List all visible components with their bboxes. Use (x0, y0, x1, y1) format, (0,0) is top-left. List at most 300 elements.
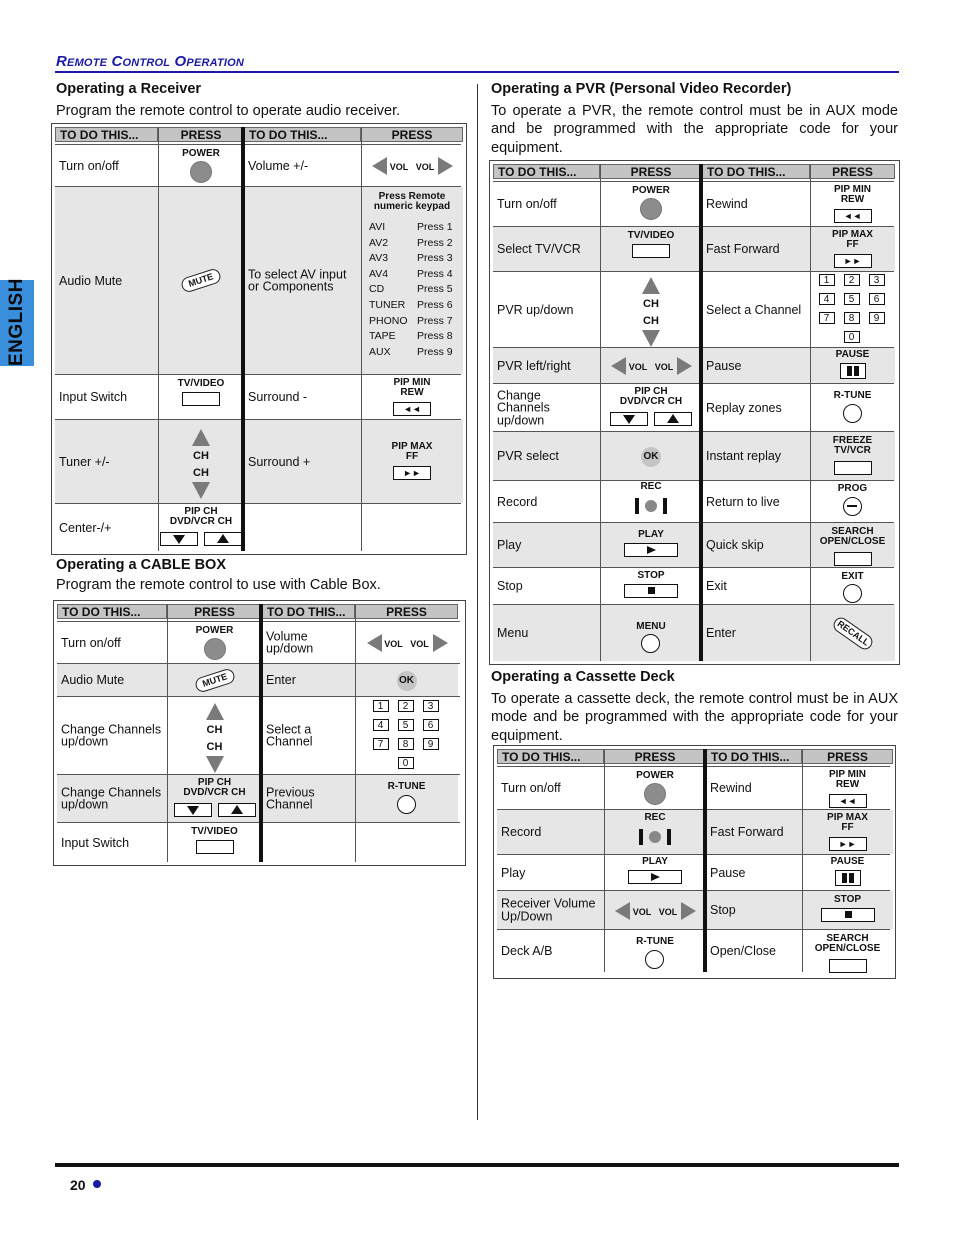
digit-9-button[interactable]: 9 (423, 738, 439, 750)
press-cell (810, 432, 895, 480)
action-label: Turn on/off (497, 196, 557, 211)
action-cell (244, 375, 361, 419)
record-bar-left (639, 829, 643, 845)
mute-button[interactable]: MUTE (180, 267, 223, 294)
rec-label: REC (640, 481, 662, 492)
table-row (497, 890, 890, 929)
power-label: POWER (195, 625, 234, 636)
action-label: Input Switch (61, 835, 130, 850)
press-cell (802, 855, 893, 890)
press-cell (158, 187, 244, 374)
action-cell (55, 145, 158, 186)
dvd-vcr-ch-label: DVD/VCR CH (619, 396, 683, 407)
volume-down-icon[interactable] (372, 157, 387, 175)
press-cell (600, 348, 702, 383)
stop-label: STOP (637, 569, 665, 581)
press-cell (810, 227, 895, 271)
press-cell (810, 272, 895, 347)
search-label: SEARCH (831, 526, 874, 537)
rewind-button[interactable]: ◄◄ (829, 794, 867, 808)
pip-min-label: PIP MIN (828, 769, 867, 780)
tv-video-label: TV/VIDEO (191, 826, 238, 837)
action-label: Exit (706, 578, 727, 593)
channel-up-icon[interactable] (192, 429, 210, 446)
action-label: Surround - (248, 389, 308, 404)
up-arrow-icon (217, 534, 229, 543)
pip-ch-label: PIP CH (184, 506, 218, 517)
action-cell (497, 891, 604, 929)
tv-video-label: TV/VIDEO (627, 230, 675, 241)
action-cell (55, 187, 158, 374)
action-label: Record (497, 494, 538, 509)
tv-video-label: TV/VIDEO (177, 378, 225, 389)
press-cell (355, 775, 458, 822)
press-cell (158, 420, 244, 503)
action-label: Volume +/- (248, 158, 309, 173)
digit-4-button[interactable]: 4 (373, 719, 389, 731)
power-label: POWER (182, 148, 220, 159)
action-cell (262, 697, 355, 774)
vol-up-label: VOL (415, 162, 435, 172)
record-dot-icon (645, 500, 657, 512)
tv-video-button[interactable] (632, 244, 670, 258)
rewind-button[interactable]: ◄◄ (834, 209, 872, 223)
digit-3-button[interactable]: 3 (423, 700, 439, 712)
action-cell (497, 930, 604, 972)
column-line (802, 749, 803, 972)
volume-up-icon[interactable] (677, 357, 692, 375)
digit-0-button[interactable]: 0 (844, 331, 860, 343)
cable-table (53, 600, 466, 866)
av-input-key: Press 6 (417, 299, 453, 311)
header-press-2 (361, 127, 463, 142)
action-label: Tuner +/- (59, 454, 110, 469)
r-tune-button[interactable] (843, 404, 862, 423)
action-label: Turn on/off (61, 635, 121, 650)
action-label: Enter (266, 672, 296, 687)
action-cell (702, 568, 810, 604)
down-arrow-icon (623, 415, 635, 424)
action-label: Surround + (248, 454, 311, 469)
ok-button[interactable]: OK (397, 671, 417, 691)
exit-label: EXIT (841, 571, 864, 582)
action-cell (497, 810, 604, 854)
action-label: Deck A/B (501, 943, 553, 958)
press-cell (158, 375, 244, 419)
pip-ch-down-button[interactable] (174, 803, 212, 817)
record-bar-left (635, 498, 639, 514)
volume-down-icon[interactable] (615, 902, 630, 920)
table-row (493, 271, 894, 347)
channel-down-icon[interactable] (206, 756, 224, 773)
pip-ch-label: PIP CH (197, 777, 232, 788)
down-arrow-icon (187, 806, 199, 815)
r-tune-button[interactable] (397, 795, 416, 814)
header-press-label: PRESS (194, 605, 235, 619)
av-input-name: AV3 (369, 252, 389, 265)
action-cell (262, 823, 355, 862)
column-line (158, 127, 159, 551)
header-to-do-label: TO DO THIS... (62, 605, 141, 619)
column-line (361, 127, 362, 551)
pvr-table (489, 160, 900, 665)
action-cell (493, 384, 600, 431)
header-to-do-2-label: TO DO THIS... (711, 750, 790, 764)
pip-ch-down-button[interactable] (610, 412, 648, 426)
press-cell (810, 348, 895, 383)
action-label: Play (497, 537, 522, 552)
table-row (55, 186, 461, 374)
stop-icon (648, 587, 655, 594)
action-cell (57, 823, 167, 862)
action-label: Select a Channel (266, 722, 313, 749)
press-cell (355, 823, 458, 862)
action-label: Audio Mute (59, 273, 123, 288)
action-label: Select TV/VCR (497, 241, 581, 256)
pip-ch-up-button[interactable] (204, 532, 242, 546)
stop-icon (845, 911, 852, 918)
stop-button[interactable] (624, 584, 678, 598)
press-cell (361, 420, 463, 503)
play-button[interactable] (624, 543, 678, 557)
action-label: Rewind (710, 780, 752, 795)
action-cell (262, 775, 355, 822)
action-cell (244, 145, 361, 186)
action-label: Quick skip (706, 537, 764, 552)
digit-4-button[interactable]: 4 (819, 293, 835, 305)
dvd-vcr-ch-label: DVD/VCR CH (183, 787, 246, 798)
av-input-name: AVI (369, 221, 386, 233)
header-to-do-label: TO DO THIS... (502, 750, 581, 764)
action-label: Fast Forward (710, 824, 784, 839)
pip-ch-up-button[interactable] (654, 412, 692, 426)
header-to-do (493, 164, 600, 179)
channel-up-icon[interactable] (642, 277, 660, 294)
press-cell (810, 481, 895, 522)
volume-up-icon[interactable] (438, 157, 453, 175)
vol-down-label: VOL (632, 906, 652, 917)
language-tab-label: ENGLISH (6, 278, 27, 366)
av-input-name: TAPE (369, 330, 396, 343)
action-label: PVR left/right (497, 358, 571, 373)
prog-button[interactable] (843, 497, 862, 516)
header-press (158, 127, 244, 142)
action-cell (702, 272, 810, 347)
action-cell (493, 568, 600, 604)
r-tune-label: R-TUNE (387, 781, 426, 792)
action-cell (497, 767, 604, 809)
mute-button[interactable]: MUTE (193, 667, 236, 694)
digit-8-button[interactable]: 8 (844, 312, 860, 324)
table-row (55, 144, 461, 186)
down-arrow-icon (173, 535, 185, 544)
pip-ch-down-button[interactable] (160, 532, 198, 546)
press-cell (167, 664, 262, 696)
press-cell (810, 568, 895, 604)
footer-rule (55, 1163, 899, 1167)
press-cell (600, 432, 702, 480)
action-cell (706, 810, 802, 854)
power-button[interactable] (204, 638, 226, 660)
digit-6-button[interactable]: 6 (869, 293, 885, 305)
record-dot-icon (649, 831, 661, 843)
column-separator (703, 749, 707, 972)
pause-button[interactable] (835, 870, 861, 886)
menu-button[interactable] (641, 634, 660, 653)
header-press-2 (355, 604, 458, 619)
action-cell (702, 182, 810, 226)
ff-label: FF (405, 451, 419, 462)
record-button[interactable] (639, 827, 671, 847)
channel-up-icon[interactable] (206, 703, 224, 720)
action-label: Change Channels up/down (61, 785, 162, 812)
digit-1-button[interactable]: 1 (819, 274, 835, 286)
action-cell (702, 432, 810, 480)
digit-8-button[interactable]: 8 (398, 738, 414, 750)
cassette-heading: Operating a Cassette Deck (491, 669, 675, 685)
header-to-do-2-label: TO DO THIS... (249, 128, 328, 142)
action-label: Change Channels up/down (61, 722, 162, 749)
pip-min-label: PIP MIN (833, 184, 872, 195)
digit-7-button[interactable]: 7 (819, 312, 835, 324)
volume-down-icon[interactable] (367, 634, 382, 652)
ch-down-label: CH (643, 315, 659, 327)
pause-label: PAUSE (835, 349, 870, 360)
header-to-do-label: TO DO THIS... (60, 128, 139, 142)
table-row (493, 181, 894, 226)
section-title: Remote Control Operation (56, 53, 245, 70)
header-press-2 (810, 164, 895, 179)
header-press-label: PRESS (630, 165, 672, 179)
press-cell (355, 622, 458, 663)
press-cell (167, 823, 262, 862)
ch-down-label: CH (206, 741, 223, 753)
action-cell (493, 523, 600, 567)
action-cell (262, 664, 355, 696)
action-cell (244, 504, 361, 551)
pause-bar-left (847, 366, 852, 376)
action-cell (493, 432, 600, 480)
press-cell (604, 891, 706, 929)
action-label: Pause (710, 865, 746, 880)
action-cell (706, 930, 802, 972)
up-arrow-icon (667, 414, 679, 423)
recall-button[interactable]: RECALL (830, 614, 875, 652)
record-bar-right (667, 829, 671, 845)
digit-2-button[interactable]: 2 (398, 700, 414, 712)
action-cell (493, 227, 600, 271)
press-cell (600, 384, 702, 431)
ch-down-label: CH (193, 467, 209, 479)
tv-video-button[interactable] (196, 840, 234, 854)
header-to-do-2 (244, 127, 361, 142)
stop-button[interactable] (821, 908, 875, 922)
play-button[interactable] (628, 870, 682, 884)
digit-3-button[interactable]: 3 (869, 274, 885, 286)
press-cell (810, 384, 895, 431)
table-row (497, 929, 890, 972)
fast-forward-button[interactable]: ►► (393, 466, 431, 480)
r-tune-label: R-TUNE (636, 936, 674, 947)
play-label: PLAY (642, 856, 668, 867)
action-cell (702, 227, 810, 271)
press-cell (600, 481, 702, 522)
press-cell (604, 810, 706, 854)
fast-forward-button[interactable]: ►► (834, 254, 872, 268)
column-separator (699, 164, 703, 661)
column-divider (477, 84, 478, 1120)
cassette-intro: To operate a cassette deck, the remote control must be in AUX mode and be programmed with the appropriate code for your equipment. (491, 691, 898, 744)
play-label: PLAY (638, 528, 664, 540)
pip-min-label: PIP MIN (393, 377, 431, 388)
ff-label: FF (841, 822, 854, 833)
action-cell (493, 348, 600, 383)
action-cell (702, 523, 810, 567)
search-open-close-button[interactable] (829, 959, 867, 973)
action-label: Instant replay (706, 448, 782, 463)
press-cell (802, 810, 893, 854)
dvd-vcr-ch-label: DVD/VCR CH (169, 516, 233, 527)
volume-down-icon[interactable] (611, 357, 626, 375)
av-input-name: AV4 (369, 267, 389, 280)
digit-1-button[interactable]: 1 (373, 700, 389, 712)
exit-button[interactable] (843, 584, 862, 603)
action-cell (702, 605, 810, 661)
action-cell (55, 420, 158, 503)
press-cell (355, 664, 458, 696)
table-row (55, 503, 461, 551)
action-label: Change Channels up/down (497, 387, 550, 427)
press-cell (600, 272, 702, 347)
pip-max-label: PIP MAX (391, 441, 433, 452)
action-label: Receiver Volume Up/Down (501, 896, 596, 923)
vol-up-label: VOL (658, 906, 678, 917)
press-cell (810, 605, 895, 661)
digit-2-button[interactable]: 2 (844, 274, 860, 286)
press-cell (600, 523, 702, 567)
action-label: Input Switch (59, 389, 128, 404)
action-cell (702, 384, 810, 431)
stop-label: STOP (833, 893, 862, 905)
digit-5-button[interactable]: 5 (398, 719, 414, 731)
press-cell (600, 182, 702, 226)
digit-9-button[interactable]: 9 (869, 312, 885, 324)
table-row (493, 604, 894, 661)
pip-ch-up-button[interactable] (218, 803, 256, 817)
action-label: Enter (706, 625, 736, 640)
table-row (497, 854, 890, 890)
prog-label: PROG (837, 483, 868, 494)
column-line (600, 164, 601, 661)
action-cell (706, 767, 802, 809)
tv-video-button[interactable] (182, 392, 220, 406)
bullet-dot (93, 1180, 101, 1188)
volume-up-icon[interactable] (681, 902, 696, 920)
press-cell (167, 775, 262, 822)
action-cell (702, 481, 810, 522)
channel-down-icon[interactable] (192, 482, 210, 499)
press-cell (802, 891, 893, 929)
action-label: Stop (497, 578, 523, 593)
ch-up-label: CH (643, 298, 659, 310)
av-input-key: Press 4 (417, 267, 453, 280)
channel-down-icon[interactable] (642, 330, 660, 347)
action-cell (493, 182, 600, 226)
rewind-button[interactable]: ◄◄ (393, 402, 431, 416)
r-tune-button[interactable] (645, 950, 664, 969)
action-label: To select AV input or Components (248, 267, 347, 294)
digit-6-button[interactable]: 6 (423, 719, 439, 731)
header-press-2 (802, 749, 893, 764)
ok-button[interactable]: OK (641, 447, 661, 467)
play-icon (651, 873, 660, 881)
freeze-label: FREEZE (832, 435, 873, 446)
search-open-close-button[interactable] (834, 552, 872, 566)
action-label: Fast Forward (706, 241, 780, 256)
vol-up-label: VOL (654, 362, 674, 372)
av-input-key: Press 2 (417, 236, 453, 249)
pause-button[interactable] (840, 363, 866, 379)
action-label: Play (501, 865, 526, 880)
receiver-heading: Operating a Receiver (56, 81, 202, 97)
av-input-key: Press 8 (417, 330, 453, 343)
digit-7-button[interactable]: 7 (373, 738, 389, 750)
search-label: SEARCH (826, 933, 869, 944)
action-cell (244, 187, 361, 374)
av-input-key: Press 7 (417, 314, 453, 327)
column-separator (241, 127, 245, 551)
action-cell (702, 348, 810, 383)
menu-label: MENU (636, 620, 666, 632)
fast-forward-button[interactable]: ►► (829, 837, 867, 851)
open-close-label: OPEN/CLOSE (819, 536, 886, 547)
table-row (493, 383, 894, 431)
ch-up-label: CH (193, 450, 209, 462)
table-row (55, 374, 461, 419)
action-cell (493, 272, 600, 347)
action-label: Replay zones (706, 400, 782, 415)
pvr-heading: Operating a PVR (Personal Video Recorder) (491, 81, 792, 97)
action-cell (57, 622, 167, 663)
freeze-button[interactable] (834, 461, 872, 475)
volume-up-icon[interactable] (433, 634, 448, 652)
header-to-do-label: TO DO THIS... (498, 165, 577, 179)
action-label: Select a Channel (706, 302, 802, 317)
digit-0-button[interactable]: 0 (398, 757, 414, 769)
press-cell (355, 697, 458, 774)
header-press-2-label: PRESS (832, 165, 873, 179)
record-bar-right (663, 498, 667, 514)
power-button[interactable] (190, 161, 212, 183)
header-to-do-2-label: TO DO THIS... (267, 605, 346, 619)
keypad-title: Press Remote numeric keypad (373, 191, 451, 212)
power-button[interactable] (644, 783, 666, 805)
record-button[interactable] (635, 496, 667, 516)
av-input-name: TUNER (369, 299, 406, 311)
digit-5-button[interactable]: 5 (844, 293, 860, 305)
press-cell (600, 568, 702, 604)
header-press-2-label: PRESS (827, 750, 868, 764)
header-press (167, 604, 262, 619)
power-button[interactable] (640, 198, 662, 220)
av-input-key: Press 9 (417, 345, 453, 358)
cable-intro: Program the remote control to use with Cable Box. (56, 577, 381, 593)
page-number: 20 (70, 1177, 86, 1193)
tv-vcr-label: TV/VCR (834, 445, 871, 456)
pause-bar-right (854, 366, 859, 376)
minus-icon (847, 505, 857, 507)
av-input-key: Press 5 (417, 283, 453, 296)
